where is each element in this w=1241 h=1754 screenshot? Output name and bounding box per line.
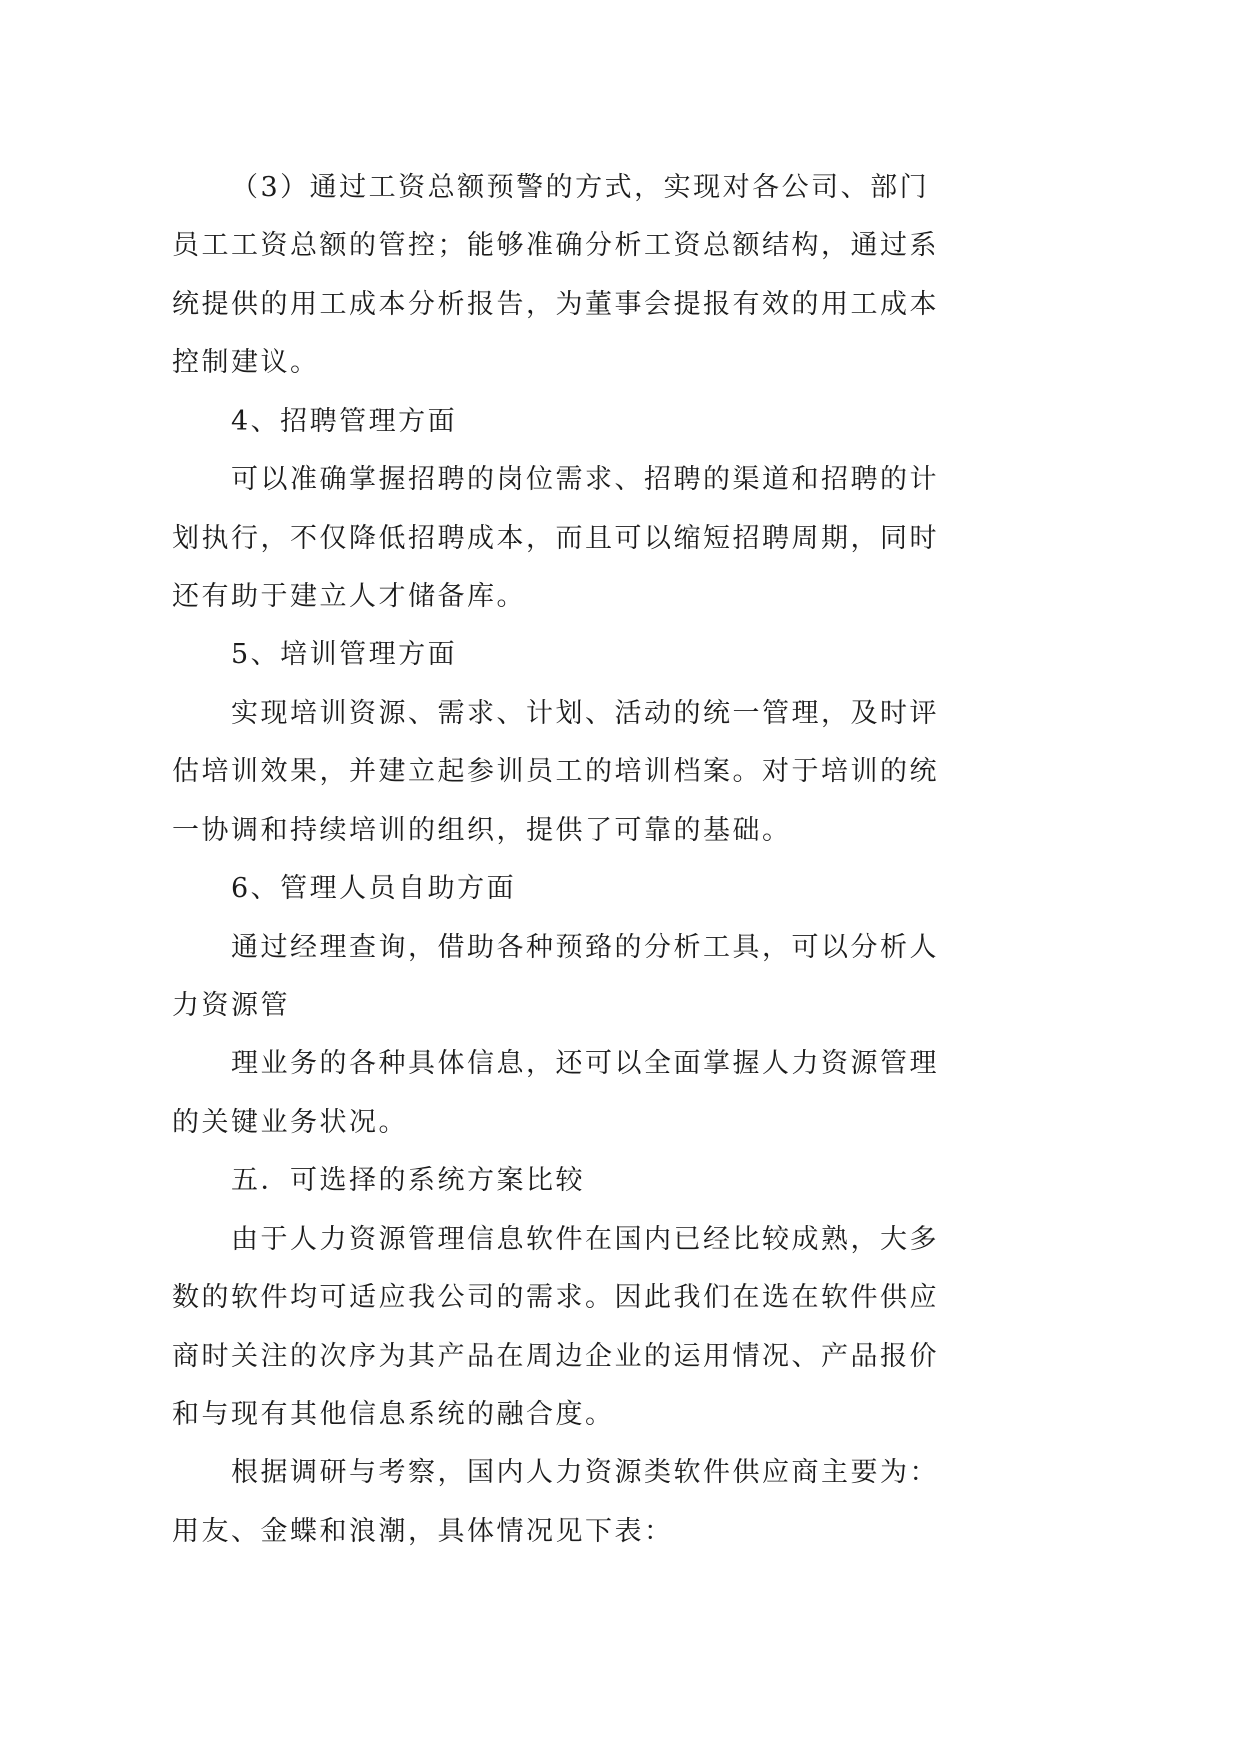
paragraph-line: 估培训效果，并建立起参训员工的培训档案。对于培训的统 bbox=[172, 756, 939, 787]
paragraph-line: 一协调和持续培训的组织，提供了可靠的基础。 bbox=[172, 815, 792, 846]
paragraph-line: 划执行，不仅降低招聘成本，而且可以缩短招聘周期，同时 bbox=[172, 523, 939, 554]
paragraph-line: 员工工资总额的管控；能够准确分析工资总额结构，通过系 bbox=[172, 230, 939, 261]
chapter-heading: 五．可选择的系统方案比较 bbox=[231, 1165, 585, 1196]
paragraph-line: 还有助于建立人才储备库。 bbox=[172, 581, 526, 612]
paragraph-line: 的关键业务状况。 bbox=[172, 1107, 408, 1138]
paragraph-line: （3）通过工资总额预警的方式，实现对各公司、部门 bbox=[231, 172, 930, 203]
section-heading: 4、招聘管理方面 bbox=[231, 406, 458, 437]
paragraph-line: 由于人力资源管理信息软件在国内已经比较成熟，大多 bbox=[231, 1224, 939, 1255]
paragraph-line: 商时关注的次序为其产品在周边企业的运用情况、产品报价 bbox=[172, 1341, 939, 1372]
section-heading: 5、培训管理方面 bbox=[231, 639, 458, 670]
paragraph-line: 统提供的用工成本分析报告，为董事会提报有效的用工成本 bbox=[172, 289, 939, 320]
paragraph-line: 和与现有其他信息系统的融合度。 bbox=[172, 1399, 615, 1430]
paragraph-line: 控制建议。 bbox=[172, 347, 320, 378]
paragraph-line: 力资源管 bbox=[172, 990, 290, 1021]
paragraph-line: 根据调研与考察，国内人力资源类软件供应商主要为： bbox=[231, 1457, 939, 1488]
paragraph-line: 理业务的各种具体信息，还可以全面掌握人力资源管理 bbox=[231, 1048, 939, 1079]
paragraph-line: 数的软件均可适应我公司的需求。因此我们在选在软件供应 bbox=[172, 1282, 939, 1313]
paragraph-line: 实现培训资源、需求、计划、活动的统一管理，及时评 bbox=[231, 698, 939, 729]
paragraph-line: 通过经理查询，借助各种预臵的分析工具，可以分析人 bbox=[231, 932, 939, 963]
section-heading: 6、管理人员自助方面 bbox=[231, 873, 517, 904]
paragraph-line: 用友、金蝶和浪潮，具体情况见下表： bbox=[172, 1516, 674, 1547]
paragraph-line: 可以准确掌握招聘的岗位需求、招聘的渠道和招聘的计 bbox=[231, 464, 939, 495]
